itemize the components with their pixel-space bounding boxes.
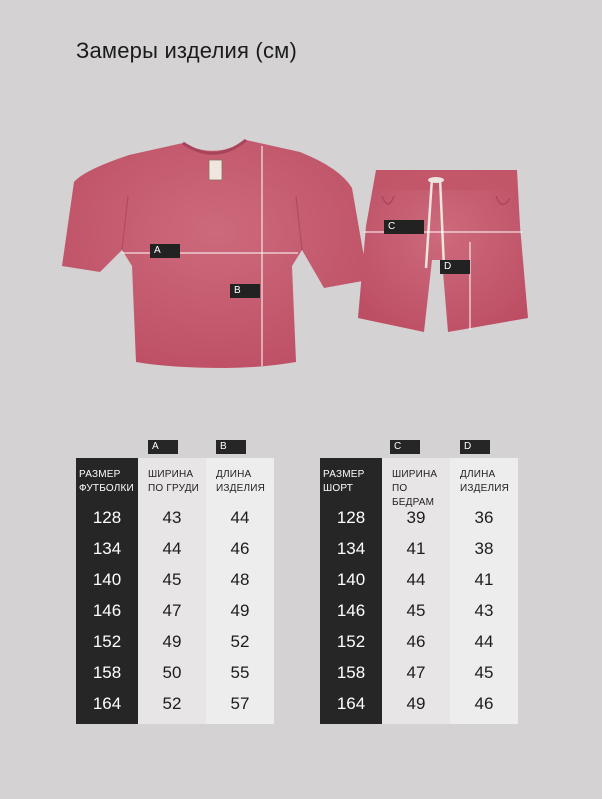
shorts-length-cell: 45	[474, 663, 494, 682]
shorts-hip-cell: 47	[406, 663, 426, 682]
shorts-image	[358, 170, 528, 332]
tshirt-length-cell: 48	[230, 570, 250, 589]
shorts-hip-cell: 49	[406, 694, 426, 713]
tshirt-chest-cell: 44	[162, 539, 182, 558]
tshirt-chest-cell: 45	[162, 570, 182, 589]
tshirt-length-header: ДЛИНА ИЗДЕЛИЯ	[216, 469, 266, 494]
tag-d: D	[460, 440, 490, 454]
tshirt-image	[62, 140, 368, 368]
shorts-length-header: ДЛИНА ИЗДЕЛИЯ	[460, 469, 510, 494]
tshirt-length-cell: 52	[230, 632, 250, 651]
tshirt-length-cell: 49	[230, 601, 250, 620]
tshirt-size-cell: 164	[92, 694, 122, 713]
tshirt-chest-cell: 47	[162, 601, 182, 620]
shorts-size-cell: 134	[336, 539, 366, 558]
shorts-size-column	[320, 458, 382, 724]
measure-label-c: C	[384, 220, 424, 234]
tag-b: B	[216, 440, 246, 454]
tshirt-size-cell: 128	[92, 508, 122, 527]
tshirt-chest-cell: 43	[162, 508, 182, 527]
tag-c: C	[390, 440, 420, 454]
tshirt-length-column	[206, 458, 274, 724]
page-title: Замеры изделия (см)	[76, 38, 298, 63]
tshirt-length-cell: 44	[230, 508, 250, 527]
tag-a: A	[148, 440, 178, 454]
shorts-size-cell: 158	[336, 663, 366, 682]
tshirt-size-column	[76, 458, 138, 724]
shorts-size-cell: 152	[336, 632, 366, 651]
shorts-length-column	[450, 458, 518, 724]
tshirt-size-cell: 140	[92, 570, 122, 589]
shorts-length-cell: 46	[474, 694, 494, 713]
tshirt-chest-cell: 52	[162, 694, 182, 713]
shorts-hip-cell: 44	[406, 570, 426, 589]
shorts-size-cell: 164	[336, 694, 366, 713]
tshirt-size-cell: 134	[92, 539, 122, 558]
shorts-hip-header: ШИРИНА ПО БЕДРАМ	[392, 469, 438, 508]
tshirt-chest-column	[138, 458, 206, 724]
shorts-size-cell: 140	[336, 570, 366, 589]
tshirt-size-cell: 146	[92, 601, 122, 620]
shorts-length-cell: 36	[474, 508, 494, 527]
tshirt-length-cell: 55	[230, 663, 250, 682]
tshirt-chest-cell: 50	[162, 663, 182, 682]
tshirt-length-cell: 46	[230, 539, 250, 558]
shorts-size-header: РАЗМЕР ШОРТ	[323, 469, 365, 494]
tshirt-size-cell: 152	[92, 632, 122, 651]
shorts-hip-cell: 41	[406, 539, 426, 558]
measure-label-b: B	[230, 284, 260, 298]
shorts-size-cell: 146	[336, 601, 366, 620]
measure-label-d: D	[440, 260, 470, 274]
tshirt-length-cell: 57	[230, 694, 250, 713]
shorts-hip-cell: 46	[406, 632, 426, 651]
shorts-hip-cell: 39	[406, 508, 426, 527]
tshirt-chest-cell: 49	[162, 632, 182, 651]
measure-label-a: A	[150, 244, 180, 258]
shorts-length-cell: 41	[474, 570, 494, 589]
tshirt-size-header: РАЗМЕР ФУТБОЛКИ	[79, 469, 134, 494]
shorts-length-cell: 38	[474, 539, 494, 558]
tshirt-chest-header: ШИРИНА ПО ГРУДИ	[148, 469, 200, 494]
tshirt-size-cell: 158	[92, 663, 122, 682]
shorts-hip-column	[382, 458, 450, 724]
shorts-length-cell: 43	[474, 601, 494, 620]
shorts-hip-cell: 45	[406, 601, 426, 620]
shorts-length-cell: 44	[474, 632, 494, 651]
shorts-size-cell: 128	[336, 508, 366, 527]
